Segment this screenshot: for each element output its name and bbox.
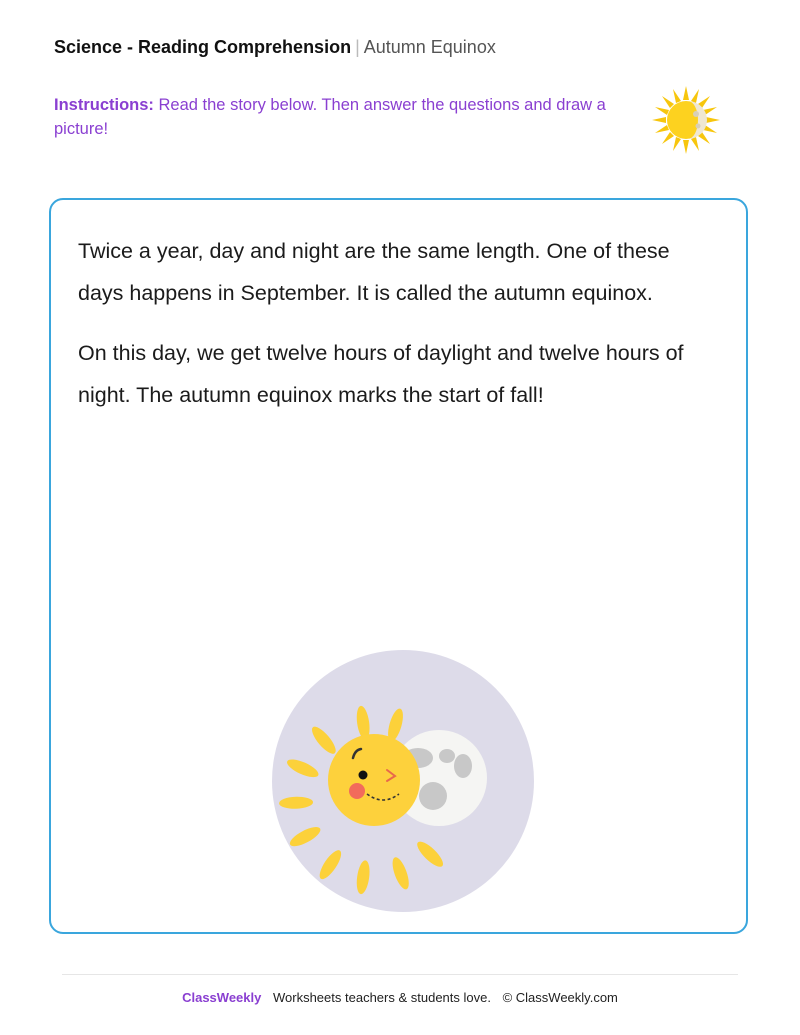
footer-tagline: Worksheets teachers & students love. <box>272 990 491 1005</box>
page-header <box>54 37 496 58</box>
instructions <box>54 93 614 141</box>
page-footer <box>0 990 800 1005</box>
footer-copyright: © ClassWeekly.com <box>502 990 618 1005</box>
instructions-label: Instructions: <box>54 96 154 114</box>
story-box <box>49 198 748 934</box>
worksheet-subject: Autumn Equinox <box>363 37 496 57</box>
header-separator: | <box>355 37 360 57</box>
story-paragraph: On this day, we get twelve hours of daylight and twelve hours of night. The autumn equinox marks the start of fall! <box>78 341 684 407</box>
worksheet-title: Science - Reading Comprehension <box>54 37 352 57</box>
instructions-text: Read the story below. Then answer the questions and draw a picture! <box>54 96 606 138</box>
footer-brand: ClassWeekly <box>182 990 262 1005</box>
story-paragraph: Twice a year, day and night are the same length. One of these days happens in September. It is called the autumn equinox. <box>78 239 670 305</box>
story-text <box>78 230 708 434</box>
footer-divider <box>62 974 738 975</box>
sun-and-moon-illustration <box>271 650 535 912</box>
sun-moon-icon <box>648 84 724 156</box>
